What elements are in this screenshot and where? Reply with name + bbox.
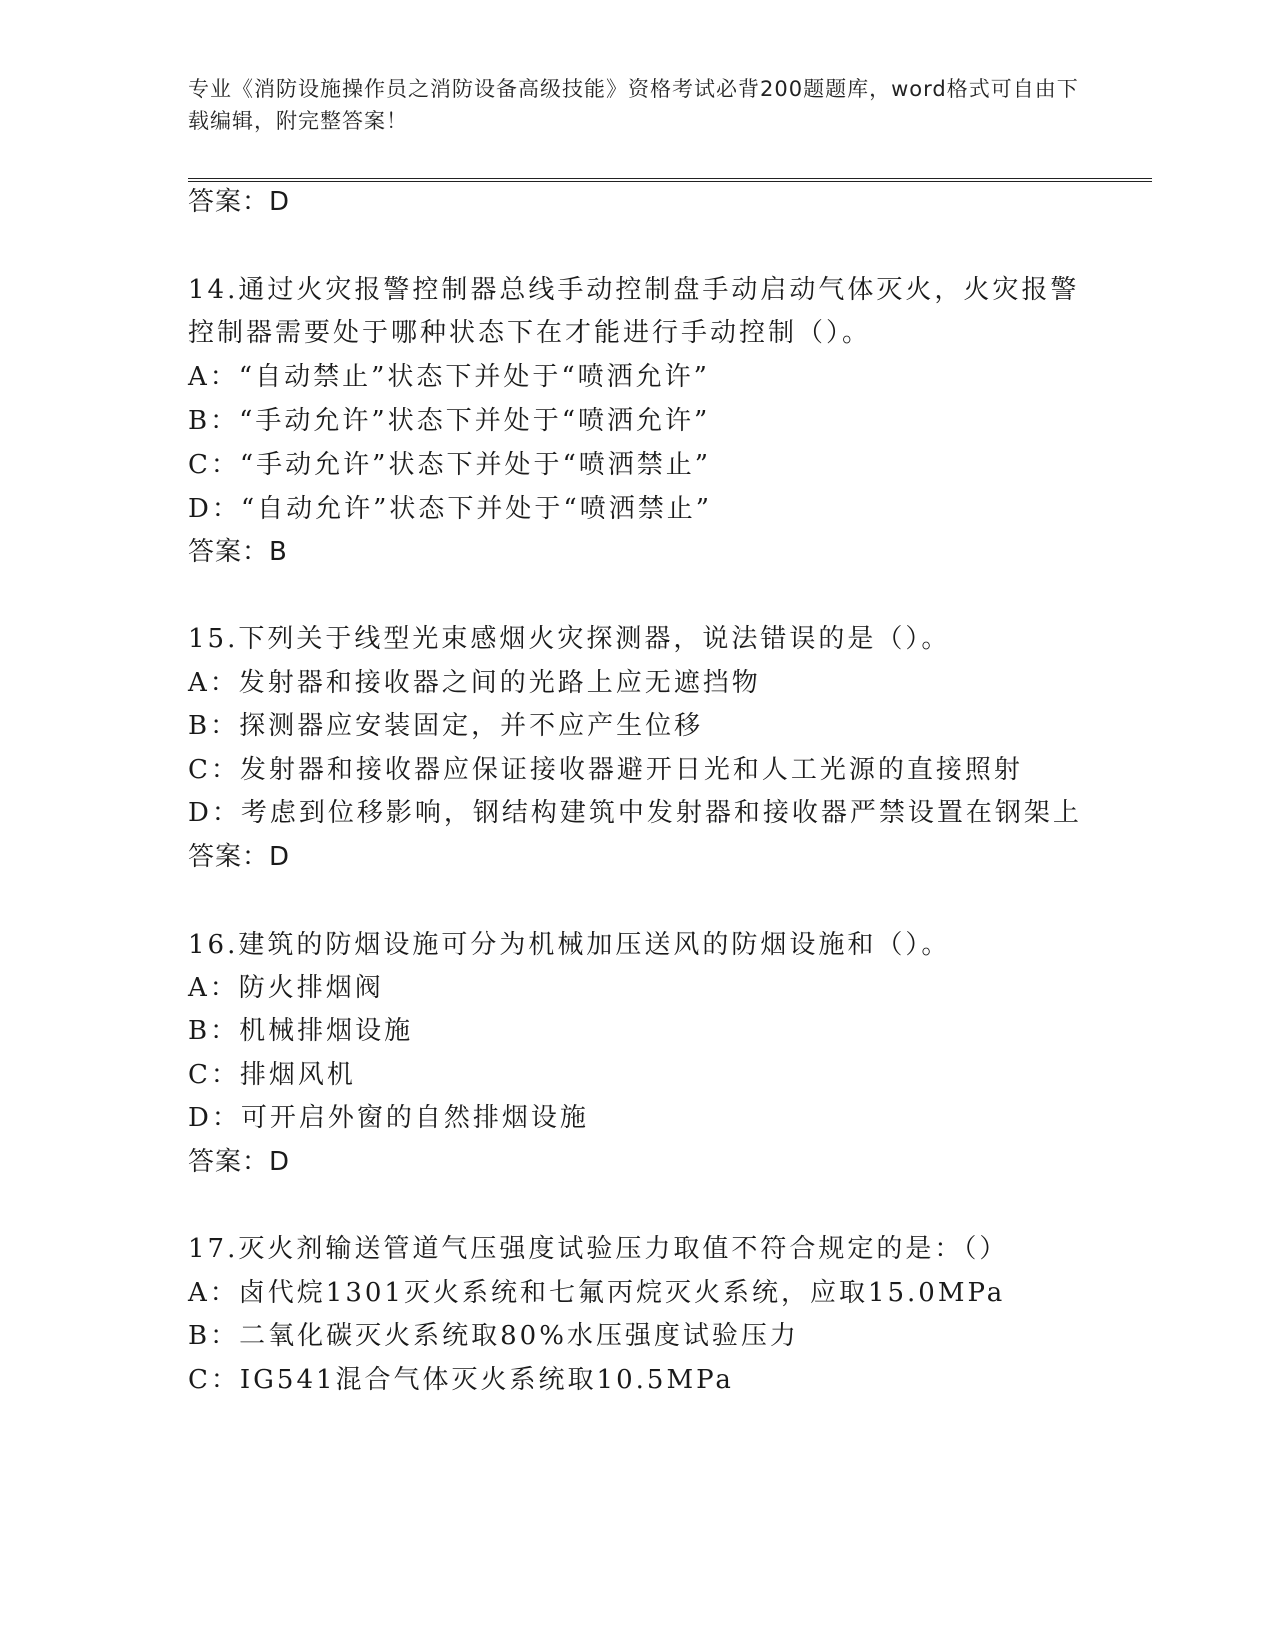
document-header <box>188 73 1088 137</box>
question-16-option-d: D：可开启外窗的自然排烟设施 <box>188 1103 589 1133</box>
question-16-answer: 答案：D <box>188 1147 291 1177</box>
previous-answer: 答案：D <box>188 187 291 217</box>
question-16-stem-line1: 16.建筑的防烟设施可分为机械加压送风的防烟设施和（）。 <box>188 930 951 960</box>
question-14-option-c: C：“手动允许”状态下并处于“喷洒禁止” <box>188 450 712 480</box>
question-14-answer: 答案：B <box>188 537 288 567</box>
question-15-option-c: C：发射器和接收器应保证接收器避开日光和人工光源的直接照射 <box>188 755 1023 785</box>
question-15-option-a: A：发射器和接收器之间的光路上应无遮挡物 <box>188 668 761 698</box>
question-14-stem-line1: 14.通过火灾报警控制器总线手动控制盘手动启动气体灭火，火灾报警 <box>188 275 1080 305</box>
question-17-option-b: B：二氧化碳灭火系统取80%水压强度试验压力 <box>188 1321 799 1351</box>
question-16-option-a: A：防火排烟阀 <box>188 973 384 1003</box>
question-16-option-c: C：排烟风机 <box>188 1060 356 1090</box>
question-17-option-a: A：卤代烷1301灭火系统和七氟丙烷灭火系统，应取15.0MPa <box>188 1278 1006 1308</box>
question-17-option-c: C：IG541混合气体灭火系统取10.5MPa <box>188 1365 734 1395</box>
question-14-stem-line2: 控制器需要处于哪种状态下在才能进行手动控制（）。 <box>188 318 872 348</box>
header-divider <box>188 178 1152 182</box>
header-intro-text: 专业《消防设施操作员之消防设备高级技能》资格考试必背200题题库，word格式可自由下载编辑，附完整答案！ <box>188 77 1079 133</box>
question-15-option-b: B：探测器应安装固定，并不应产生位移 <box>188 711 704 741</box>
question-15-stem-line1: 15.下列关于线型光束感烟火灾探测器，说法错误的是（）。 <box>188 624 951 654</box>
question-15-answer: 答案：D <box>188 842 291 872</box>
question-15-option-d: D：考虑到位移影响，钢结构建筑中发射器和接收器严禁设置在钢架上 <box>188 798 1082 828</box>
question-14-option-b: B：“手动允许”状态下并处于“喷洒允许” <box>188 406 711 436</box>
question-17-stem-line1: 17.灭火剂输送管道气压强度试验压力取值不符合规定的是：（） <box>188 1234 1009 1264</box>
question-16-option-b: B：机械排烟设施 <box>188 1016 414 1046</box>
question-14-option-d: D：“自动允许”状态下并处于“喷洒禁止” <box>188 494 713 524</box>
question-14-option-a: A：“自动禁止”状态下并处于“喷洒允许” <box>188 362 710 392</box>
